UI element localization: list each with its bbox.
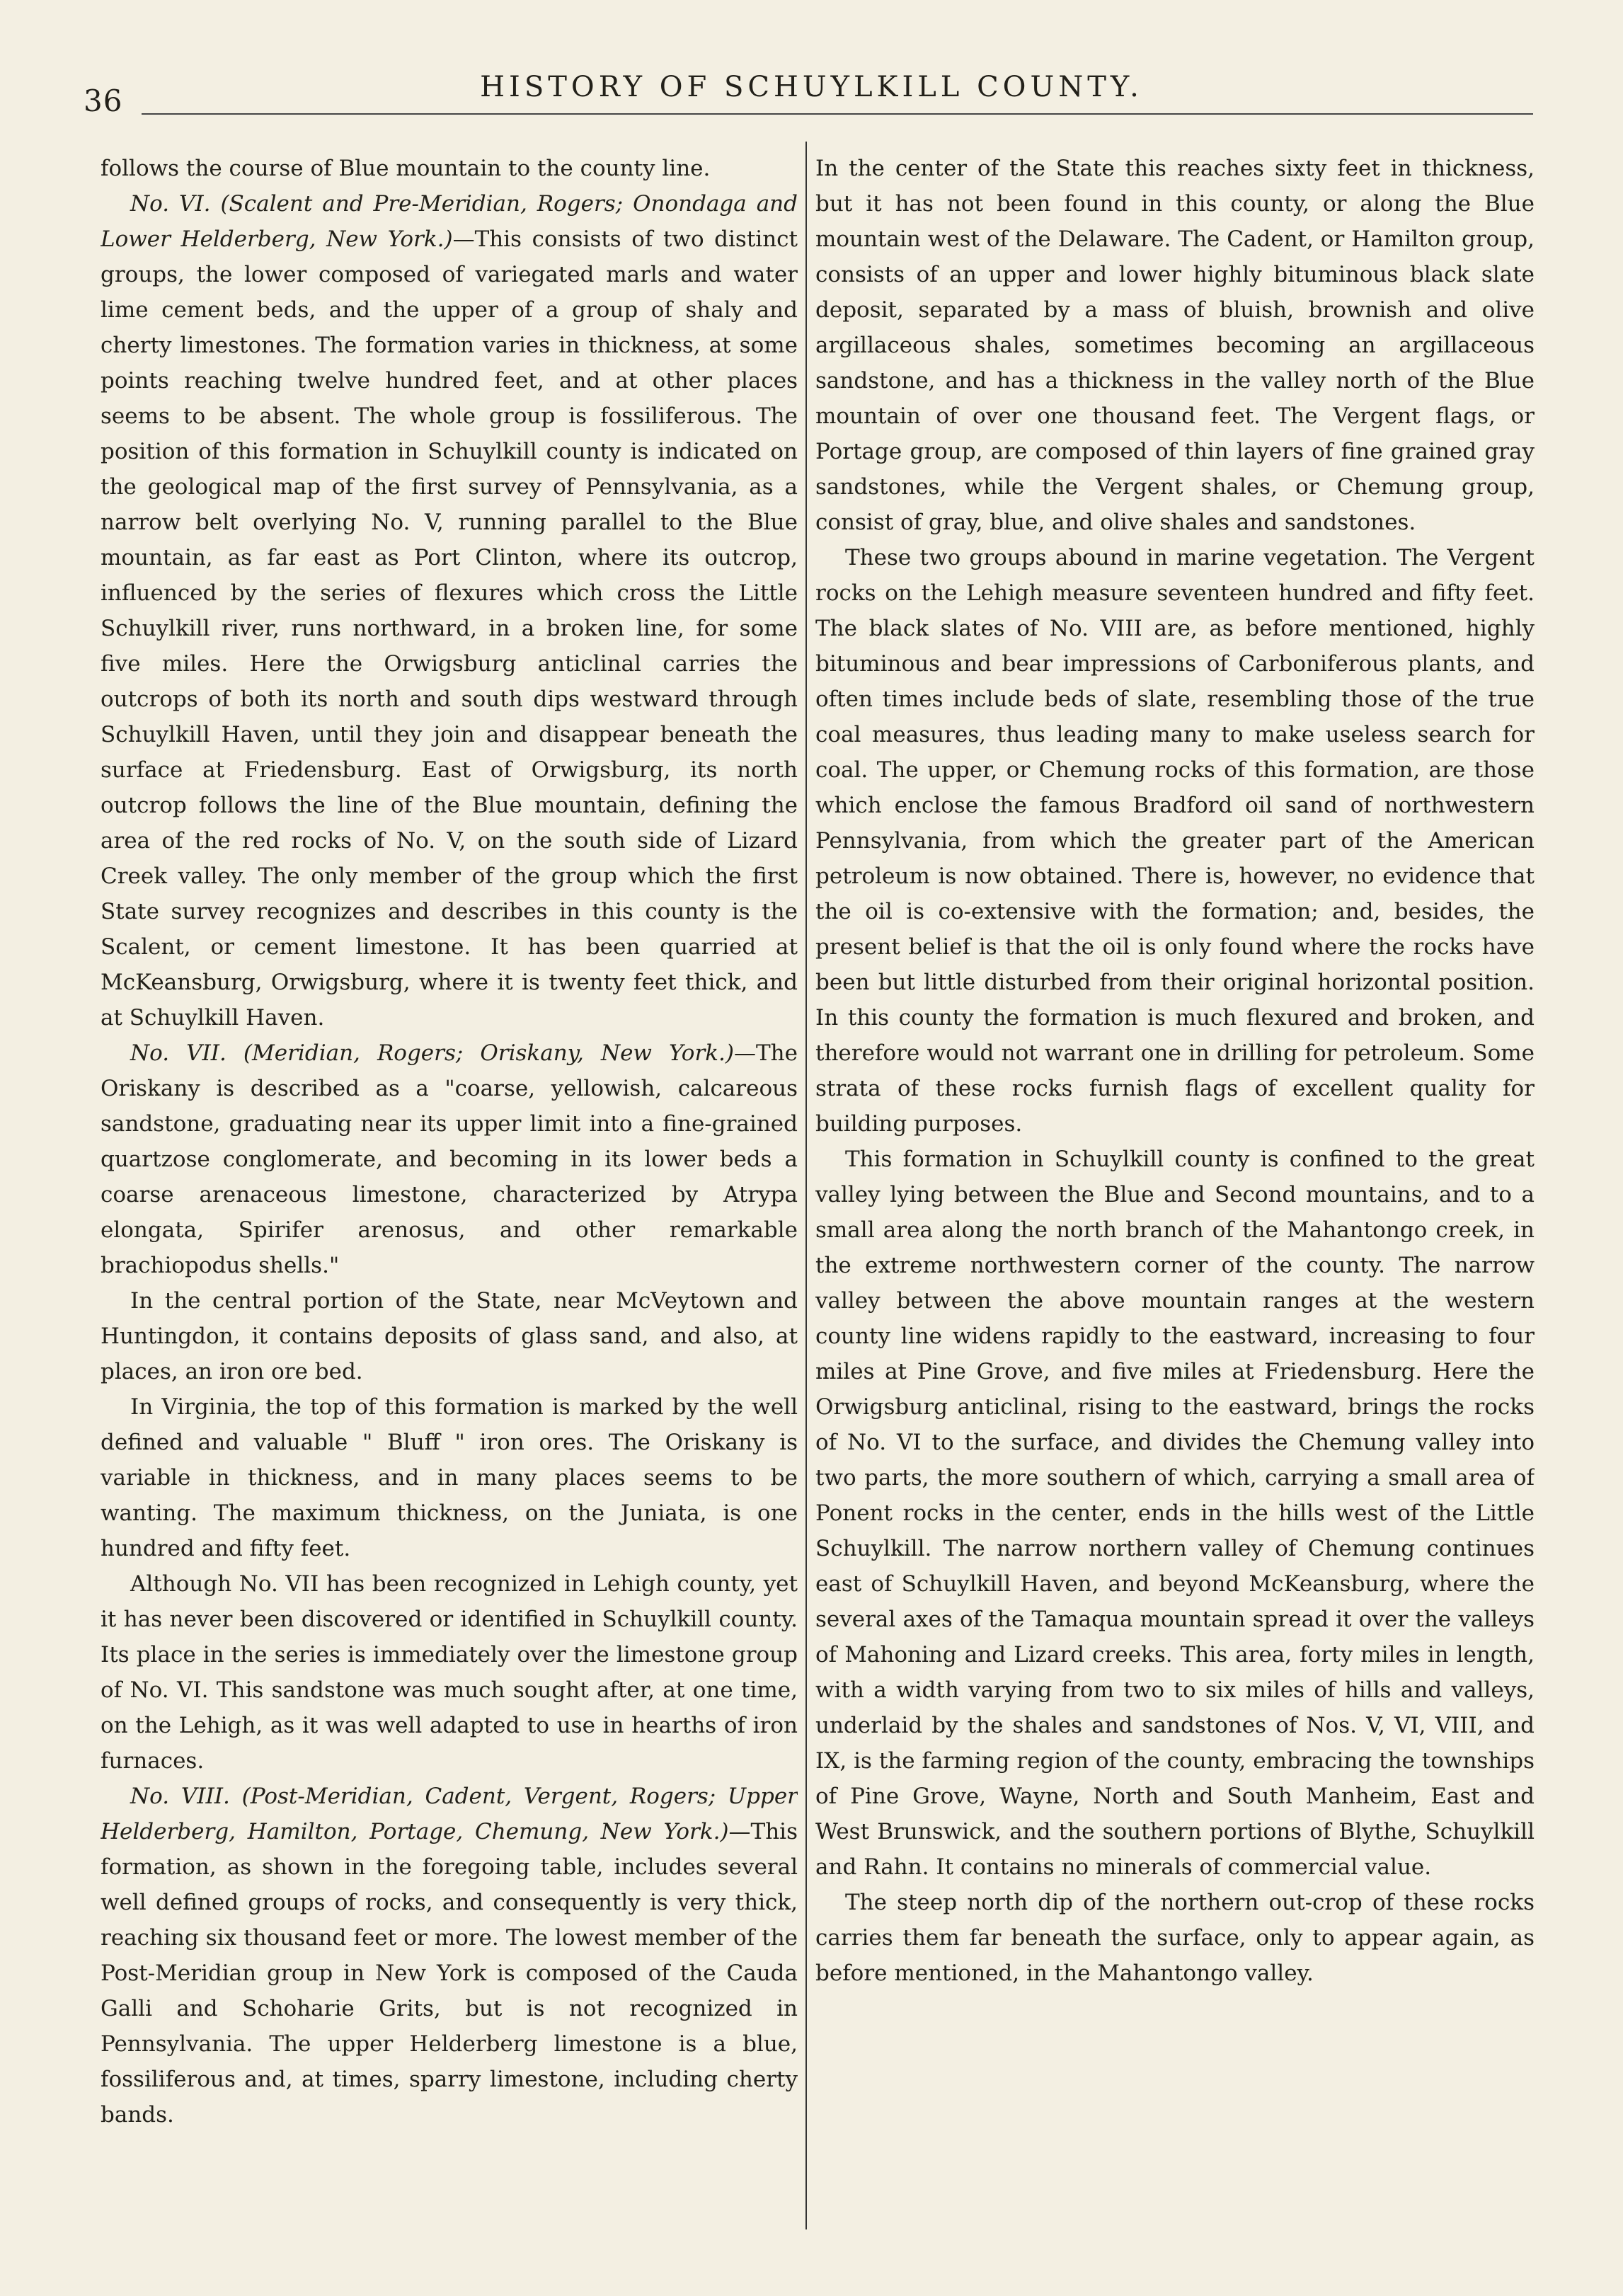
header-rule [142,113,1533,115]
paragraph: In the central portion of the State, near McVeytown and Huntingdon, it contains deposits of glass sand, and also, at places, an iron ore bed. [101,1288,798,1384]
section-heading: No. VI. (Scalent and Pre-Meridian, Rogers; Onondaga and Lower Helderberg, New York.) [101,191,798,252]
section-heading: No. VIII. (Post-Meridian, Cadent, Vergent, Rogers; Upper Helderberg, Hamilton, Portage, Chemung, New York.) [101,1784,798,1844]
paragraph [101,1035,798,1283]
paragraph-text: —This consists of two distinct groups, the lower composed of variegated marls and water lime cement beds, and the upper of a group of shaly and cherty limestones. The formation varies in thickness, at some points reaching twelve hundred feet, and at other places seems to be absent. The whole group is fossiliferous. The position of this formation in Schuylkill county is indicated on the geological map of the first survey of Pennsylvania, as a narrow belt overlying No. V, running parallel to the Blue mountain, as far east as Port Clinton, where its outcrop, influenced by the series of flexures which cross the Little Schuylkill river, runs northward, in a broken line, for some five miles. Here the Orwigsburg anticlinal carries the outcrops of both its north and south dips westward through Schuylkill Haven, until they join and disappear beneath the surface at Friedensburg. East of Orwigsburg, its north outcrop follows the line of the Blue mountain, defining the area of the red rocks of No. V, on the south side of Lizard Creek valley. The only member of the group which the first State survey recognizes and describes in this county is the Scalent, or cement limestone. It has been quarried at McKeansburg, Orwigsburg, where it is twenty feet thick, and at Schuylkill Haven. [101,226,798,1031]
paragraph: follows the course of Blue mountain to the county line. [101,156,711,181]
column-divider [805,142,807,2229]
paragraph: Although No. VII has been recognized in Lehigh county, yet it has never been discovered or identified in Schuylkill county. Its place in the series is immediately over the limestone group of No. VI. This sandstone was much sought after, at one time, on the Lehigh, as it was well adapted to use in hearths of iron furnaces. [101,1571,798,1774]
paragraph: This formation in Schuylkill county is confined to the great valley lying between the Blue and Second mountains, and to a small area along the north branch of the Mahantongo creek, in the extreme northwestern corner of the county. The narrow valley between the above mountain ranges at the western county line widens rapidly to the eastward, increasing to four miles at Pine Grove, and five miles at Friedensburg. Here the Orwigsburg anticlinal, rising to the eastward, brings the rocks of No. VI to the surface, and divides the Chemung valley into two parts, the more southern of which, carrying a small area of Ponent rocks in the center, ends in the hills west of the Little Schuylkill. The narrow northern valley of Chemung continues east of Schuylkill Haven, and beyond McKeansburg, where the several axes of the Tamaqua mountain spread it over the valleys of Mahoning and Lizard creeks. This area, forty miles in length, with a width varying from two to six miles of hills and valleys, underlaid by the shales and sandstones of Nos. V, VI, VIII, and IX, is the farming region of the county, embracing the townships of Pine Grove, Wayne, North and South Manheim, East and West Brunswick, and the southern portions of Blythe, Schuylkill and Rahn. It contains no minerals of commercial value. [815,1147,1535,1880]
paragraph: These two groups abound in marine vegetation. The Vergent rocks on the Lehigh measure seventeen hundred and fifty feet. The black slates of No. VIII are, as before mentioned, highly bituminous and bear impressions of Carboniferous plants, and often times include beds of slate, resembling those of the true coal measures, thus leading many to make useless search for coal. The upper, or Chemung rocks of this formation, are those which enclose the famous Bradford oil sand of northwestern Pennsylvania, from which the greater part of the American petroleum is now obtained. There is, however, no evidence that the oil is co-extensive with the formation; and, besides, the present belief is that the oil is only found where the rocks have been but little disturbed from their original horizontal position. In this county the formation is much flexured and broken, and therefore would not warrant one in drilling for petroleum. Some strata of these rocks furnish flags of excellent quality for building purposes. [815,545,1535,1137]
left-column [101,151,798,2232]
page-number: 36 [84,84,123,118]
paragraph-text: —The Oriskany is described as a "coarse, yellowish, calcareous sandstone, graduating near its upper limit into a fine-grained quartzose conglomerate, and becoming in its lower beds a coarse arenaceous limestone, characterized by Atrypa elongata, Spirifer arenosus, and other remarkable brachiopodus shells." [101,1040,798,1278]
paragraph [101,186,798,1035]
paragraph [101,1779,798,2133]
paragraph-text: —This formation, as shown in the foregoing table, includes several well defined groups of rocks, and consequently is very thick, reaching six thousand feet or more. The lowest member of the Post-Meridian group in New York is composed of the Cauda Galli and Schoharie Grits, but is not recognized in Pennsylvania. The upper Helderberg limestone is a blue, fossiliferous and, at times, sparry limestone, including cherty bands. [101,1819,798,2128]
paragraph: The steep north dip of the northern out-crop of these rocks carries them far beneath the surface, only to appear again, as before mentioned, in the Mahantongo valley. [815,1890,1535,1986]
right-column [815,151,1535,2232]
section-heading: No. VII. (Meridian, Rogers; Oriskany, New York.) [130,1040,734,1066]
paragraph: In the center of the State this reaches sixty feet in thickness, but it has not been found in this county, or along the Blue mountain west of the Delaware. The Cadent, or Hamilton group, consists of an upper and lower highly bituminous black slate deposit, separated by a mass of bluish, brownish and olive argillaceous shales, sometimes becoming an argillaceous sandstone, and has a thickness in the valley north of the Blue mountain of over one thousand feet. The Vergent flags, or Portage group, are composed of thin layers of fine grained gray sandstones, while the Vergent shales, or Chemung group, consist of gray, blue, and olive shales and sandstones. [815,156,1535,535]
paragraph: In Virginia, the top of this formation is marked by the well defined and valuable " Bluff " iron ores. The Oriskany is variable in thickness, and in many places seems to be wanting. The maximum thickness, on the Juniata, is one hundred and fifty feet. [101,1394,798,1561]
running-head: HISTORY OF SCHUYLKILL COUNTY. [480,71,1143,103]
